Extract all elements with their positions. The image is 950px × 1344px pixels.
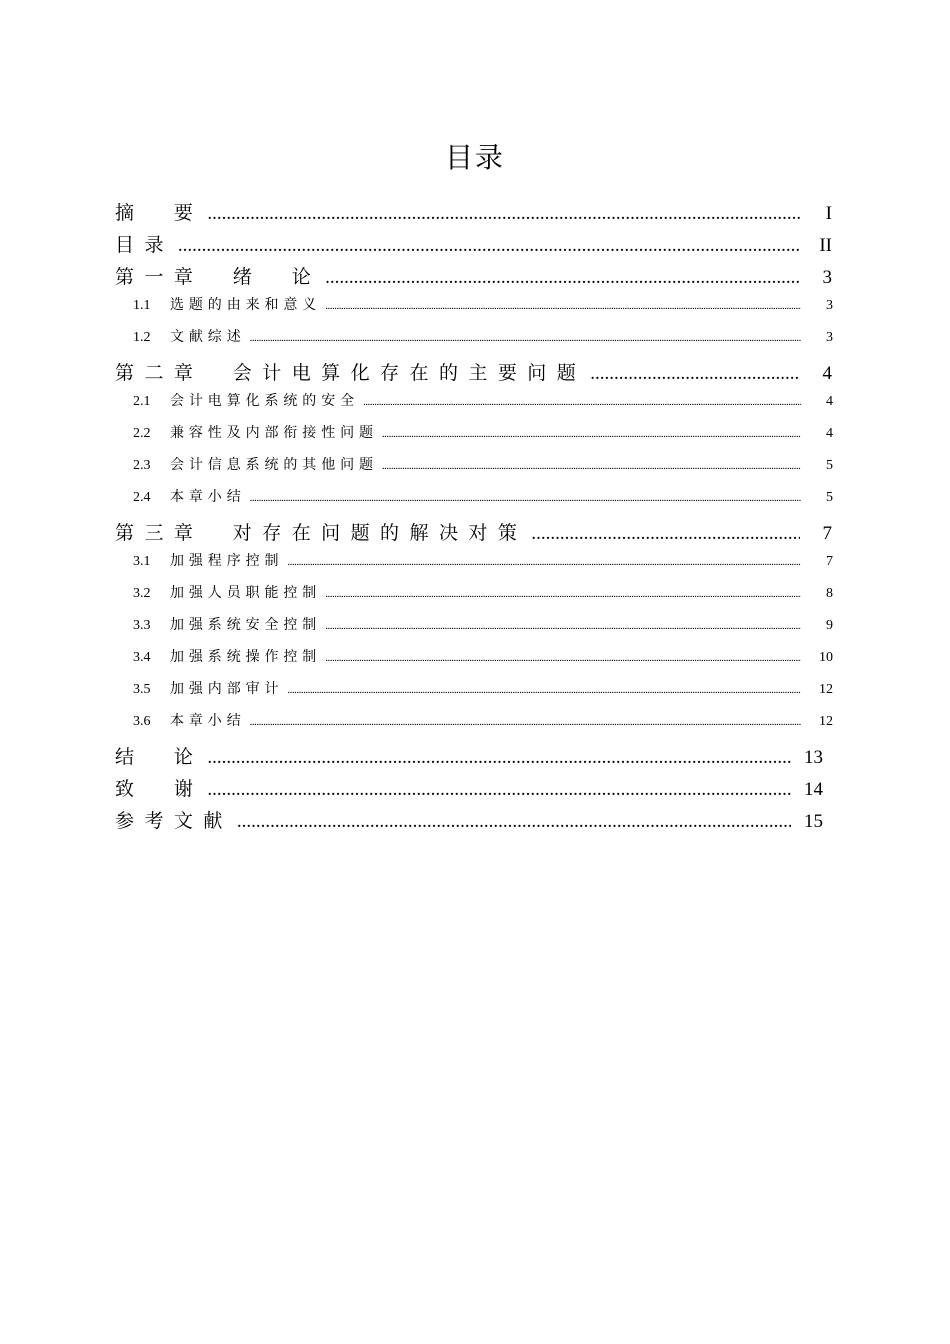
toc-page-number: 9 (826, 618, 833, 633)
toc-entry[interactable] (133, 326, 833, 358)
toc-entry[interactable] (133, 614, 833, 646)
toc-entry[interactable] (133, 422, 833, 454)
toc-entry-label: 加强程序控制 (170, 553, 284, 569)
toc-entry[interactable] (133, 390, 833, 422)
toc-section-number: 3.1 (133, 554, 151, 569)
toc-leader-dots (207, 747, 791, 769)
toc-entry[interactable] (115, 198, 832, 230)
toc-entry-label: 加强系统安全控制 (170, 617, 322, 633)
toc-page-number: 4 (826, 426, 833, 441)
toc-entry-label: 选题的由来和意义 (170, 297, 322, 313)
toc-leader-dots (250, 716, 801, 728)
toc-entry[interactable] (133, 550, 833, 582)
toc-leader-dots (287, 556, 801, 568)
toc-leader-dots (325, 588, 801, 600)
toc-page-number: 10 (819, 650, 833, 665)
toc-page-number: II (819, 235, 832, 256)
toc-entry[interactable] (133, 454, 833, 486)
toc-section-number: 3.4 (133, 650, 151, 665)
toc-section-number: 2.4 (133, 490, 151, 505)
toc-leader-dots (325, 300, 801, 312)
toc-page-number: 12 (819, 682, 833, 697)
toc-entry-label: 参考文献 (115, 810, 233, 832)
toc-section-number: 3.3 (133, 618, 151, 633)
toc-entry[interactable] (133, 486, 833, 518)
toc-section-number: 1.2 (133, 330, 151, 345)
toc-page-number: 7 (822, 523, 832, 544)
toc-page-number: 14 (804, 779, 823, 800)
toc-entry[interactable] (115, 262, 832, 294)
toc-page-number: 3 (822, 267, 832, 288)
toc-leader-dots (207, 203, 800, 225)
toc-entry-label: 第三章 对存在问题的解决对策 (115, 522, 528, 544)
toc-section-number: 2.3 (133, 458, 151, 473)
toc-leader-dots (237, 811, 791, 833)
toc-page-number: I (825, 203, 832, 224)
toc-entry[interactable] (133, 294, 833, 326)
toc-entry-label: 会计电算化系统的安全 (170, 393, 359, 409)
toc-entry[interactable] (115, 518, 832, 550)
toc-entry-label: 本章小结 (170, 713, 246, 729)
toc-leader-dots (531, 523, 800, 545)
toc-page-number: 4 (826, 394, 833, 409)
toc-page-number: 15 (804, 811, 823, 832)
toc-leader-dots (250, 492, 801, 504)
toc-page-number: 13 (804, 747, 823, 768)
toc-entry-label: 第一章 绪 论 (115, 266, 322, 288)
toc-leader-dots (325, 652, 801, 664)
toc-entry[interactable] (133, 646, 833, 678)
toc-section-number: 1.1 (133, 298, 151, 313)
toc-leader-dots (287, 684, 801, 696)
toc-page-number: 3 (826, 298, 833, 313)
toc-entry-label: 会计信息系统的其他问题 (170, 457, 378, 473)
toc-leader-dots (363, 396, 801, 408)
toc-entry[interactable] (133, 678, 833, 710)
toc-page-number: 3 (826, 330, 833, 345)
toc-page-number: 4 (822, 363, 832, 384)
toc-page-number: 12 (819, 714, 833, 729)
toc-entry-label: 结 论 (115, 746, 204, 768)
toc-entry-label: 本章小结 (170, 489, 246, 505)
toc-entry[interactable] (133, 582, 833, 614)
toc-entry[interactable] (115, 230, 832, 262)
toc-entry-label: 加强内部审计 (170, 681, 284, 697)
toc-leader-dots (250, 332, 801, 344)
toc-entry-label: 致 谢 (115, 778, 204, 800)
toc-section-number: 3.2 (133, 586, 151, 601)
toc-entry[interactable] (133, 710, 833, 742)
toc-section-number: 2.2 (133, 426, 151, 441)
toc-leader-dots (590, 363, 800, 385)
toc-entry-label: 加强人员职能控制 (170, 585, 322, 601)
toc-entry[interactable] (115, 774, 823, 806)
toc-page-number: 7 (826, 554, 833, 569)
toc-leader-dots (325, 267, 800, 289)
toc-page-number: 8 (826, 586, 833, 601)
toc-leader-dots (325, 620, 801, 632)
toc-entry-label: 兼容性及内部衔接性问题 (170, 425, 378, 441)
toc-entry-label: 第二章 会计电算化存在的主要问题 (115, 362, 587, 384)
toc-page-number: 5 (826, 458, 833, 473)
toc-entry[interactable] (115, 742, 823, 774)
toc-entry-label: 目录 (115, 234, 174, 256)
toc-leader-dots (207, 779, 791, 801)
toc-leader-dots (382, 428, 801, 440)
toc-entry-label: 加强系统操作控制 (170, 649, 322, 665)
toc-entry[interactable] (115, 358, 832, 390)
toc-section-number: 3.5 (133, 682, 151, 697)
toc-entry[interactable] (115, 806, 823, 838)
toc-section-number: 2.1 (133, 394, 151, 409)
toc-entry-label: 文献综述 (170, 329, 246, 345)
toc-leader-dots (382, 460, 801, 472)
toc-section-number: 3.6 (133, 714, 151, 729)
toc-page-number: 5 (826, 490, 833, 505)
toc-leader-dots (178, 235, 800, 257)
toc-entry-label: 摘 要 (115, 202, 204, 224)
page-title: 目录 (444, 141, 505, 174)
